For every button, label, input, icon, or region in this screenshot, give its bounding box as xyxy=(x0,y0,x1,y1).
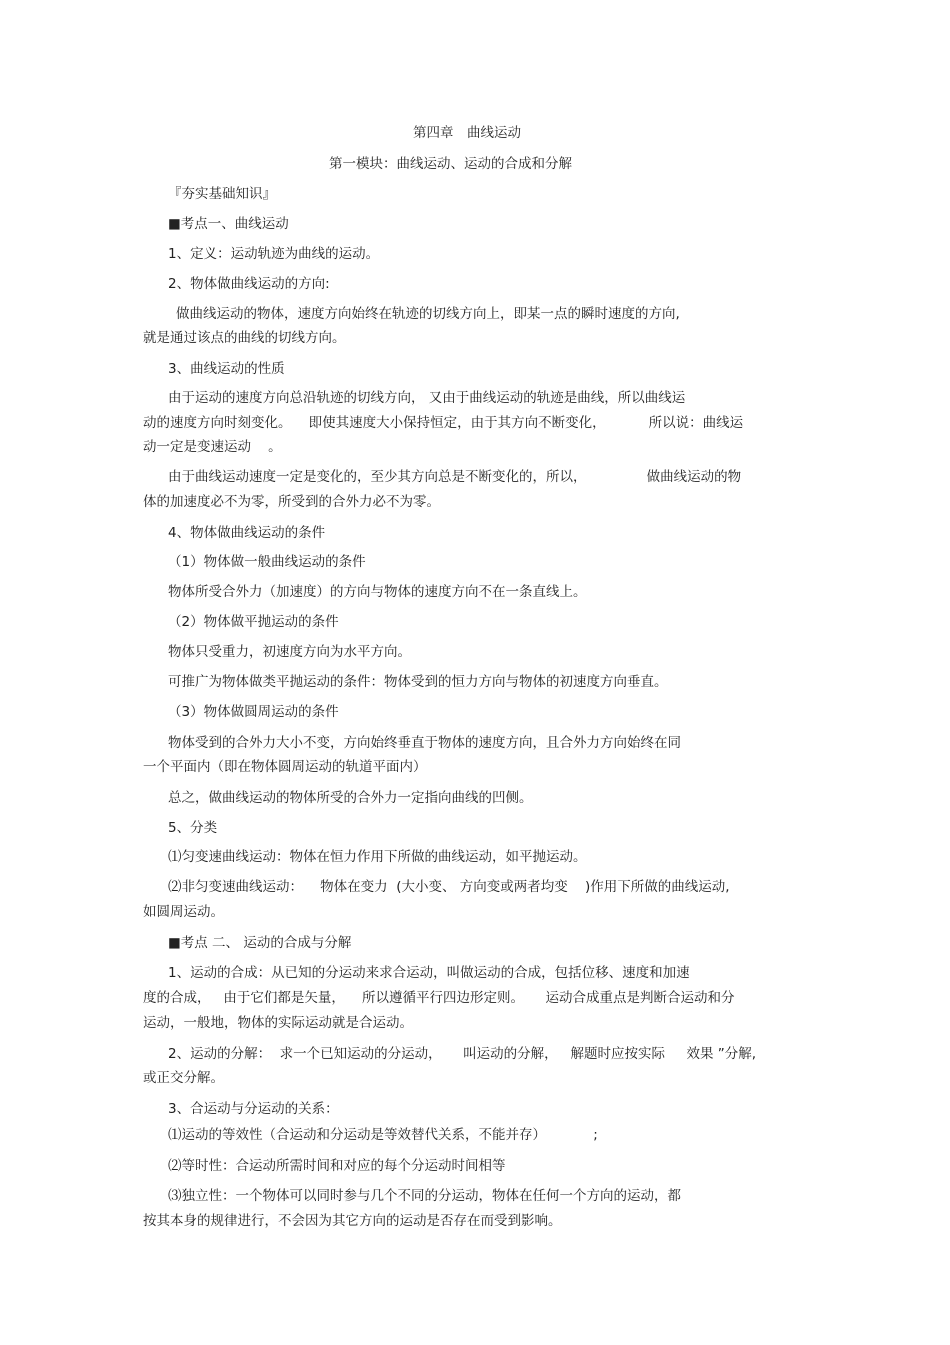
text-line: 度的合成， 由于它们都是矢量， 所以遵循平行四边形定则。 运动合成重点是判断合运动和分 xyxy=(143,990,735,1006)
text-line: 动一定是变速运动 。 xyxy=(143,439,282,455)
text-line: 体的加速度必不为零，所受到的合外力必不为零。 xyxy=(143,494,440,510)
text-line: 1、运动的合成：从已知的分运动来求合运动，叫做运动的合成，包括位移、速度和加速 xyxy=(168,965,690,981)
text-line: 按其本身的规律进行，不会因为其它方向的运动是否存在而受到影响。 xyxy=(143,1213,562,1229)
text-line: 由于运动的速度方向总沿轨迹的切线方向， 又由于曲线运动的轨迹是曲线，所以曲线运 xyxy=(168,390,686,406)
module-subtitle: 第一模块：曲线运动、运动的合成和分解 xyxy=(329,156,572,172)
text-line: 3、合运动与分运动的关系： xyxy=(168,1101,339,1117)
chapter-title: 第四章 曲线运动 xyxy=(413,125,521,141)
text-line: 总之，做曲线运动的物体所受的合外力一定指向曲线的凹侧。 xyxy=(168,790,533,806)
text-line: 3、曲线运动的性质 xyxy=(168,361,285,377)
text-line: ⑴运动的等效性（合运动和分运动是等效替代关系，不能并存） ; xyxy=(168,1127,598,1143)
text-line: ⑵等时性：合运动所需时间和对应的每个分运动时间相等 xyxy=(168,1158,506,1174)
text-line: 或正交分解。 xyxy=(143,1070,224,1086)
text-line: 2、物体做曲线运动的方向: xyxy=(168,276,330,292)
text-line: 2、运动的分解： 求一个已知运动的分运动， 叫运动的分解， 解题时应按实际 效果 ”分解, xyxy=(168,1046,757,1062)
section-heading: ■考点 二、 运动的合成与分解 xyxy=(168,935,352,951)
text-line: （2）物体做平抛运动的条件 xyxy=(168,614,339,630)
text-line: 5、分类 xyxy=(168,820,218,836)
text-line: ⑵非匀变速曲线运动： 物体在变力 (大小变、 方向变或两者均变 )作用下所做的曲线运动, xyxy=(168,879,730,895)
text-line: 物体只受重力，初速度方向为水平方向。 xyxy=(168,644,411,660)
text-line: 可推广为物体做类平抛运动的条件：物体受到的恒力方向与物体的初速度方向垂直。 xyxy=(168,674,668,690)
text-line: 物体所受合外力（加速度）的方向与物体的速度方向不在一条直线上。 xyxy=(168,584,587,600)
text-line: （3）物体做圆周运动的条件 xyxy=(168,704,339,720)
text-line: 物体受到的合外力大小不变，方向始终垂直于物体的速度方向，且合外力方向始终在同 xyxy=(168,735,681,751)
text-line: 由于曲线运动速度一定是变化的，至少其方向总是不断变化的，所以， 做曲线运动的物 xyxy=(168,469,742,485)
text-line: 做曲线运动的物体，速度方向始终在轨迹的切线方向上，即某一点的瞬时速度的方向, xyxy=(176,306,680,322)
text-line: 动的速度方向时刻变化。 即使其速度大小保持恒定，由于其方向不断变化， 所以说：曲线运 xyxy=(143,415,744,431)
text-line: 就是通过该点的曲线的切线方向。 xyxy=(143,330,346,346)
text-line: 1、定义：运动轨迹为曲线的运动。 xyxy=(168,246,380,262)
text-line: 一个平面内（即在物体圆周运动的轨道平面内） xyxy=(143,759,427,775)
text-line: ⑴匀变速曲线运动：物体在恒力作用下所做的曲线运动，如平抛运动。 xyxy=(168,849,587,865)
text-line: 『夯实基础知识』 xyxy=(168,186,276,202)
text-line: （1）物体做一般曲线运动的条件 xyxy=(168,554,366,570)
text-line: ⑶独立性：一个物体可以同时参与几个不同的分运动，物体在任何一个方向的运动，都 xyxy=(168,1188,681,1204)
text-line: 4、物体做曲线运动的条件 xyxy=(168,525,326,541)
section-heading: ■考点一、曲线运动 xyxy=(168,216,289,232)
text-line: 如圆周运动。 xyxy=(143,904,224,920)
text-line: 运动，一般地，物体的实际运动就是合运动。 xyxy=(143,1015,413,1031)
